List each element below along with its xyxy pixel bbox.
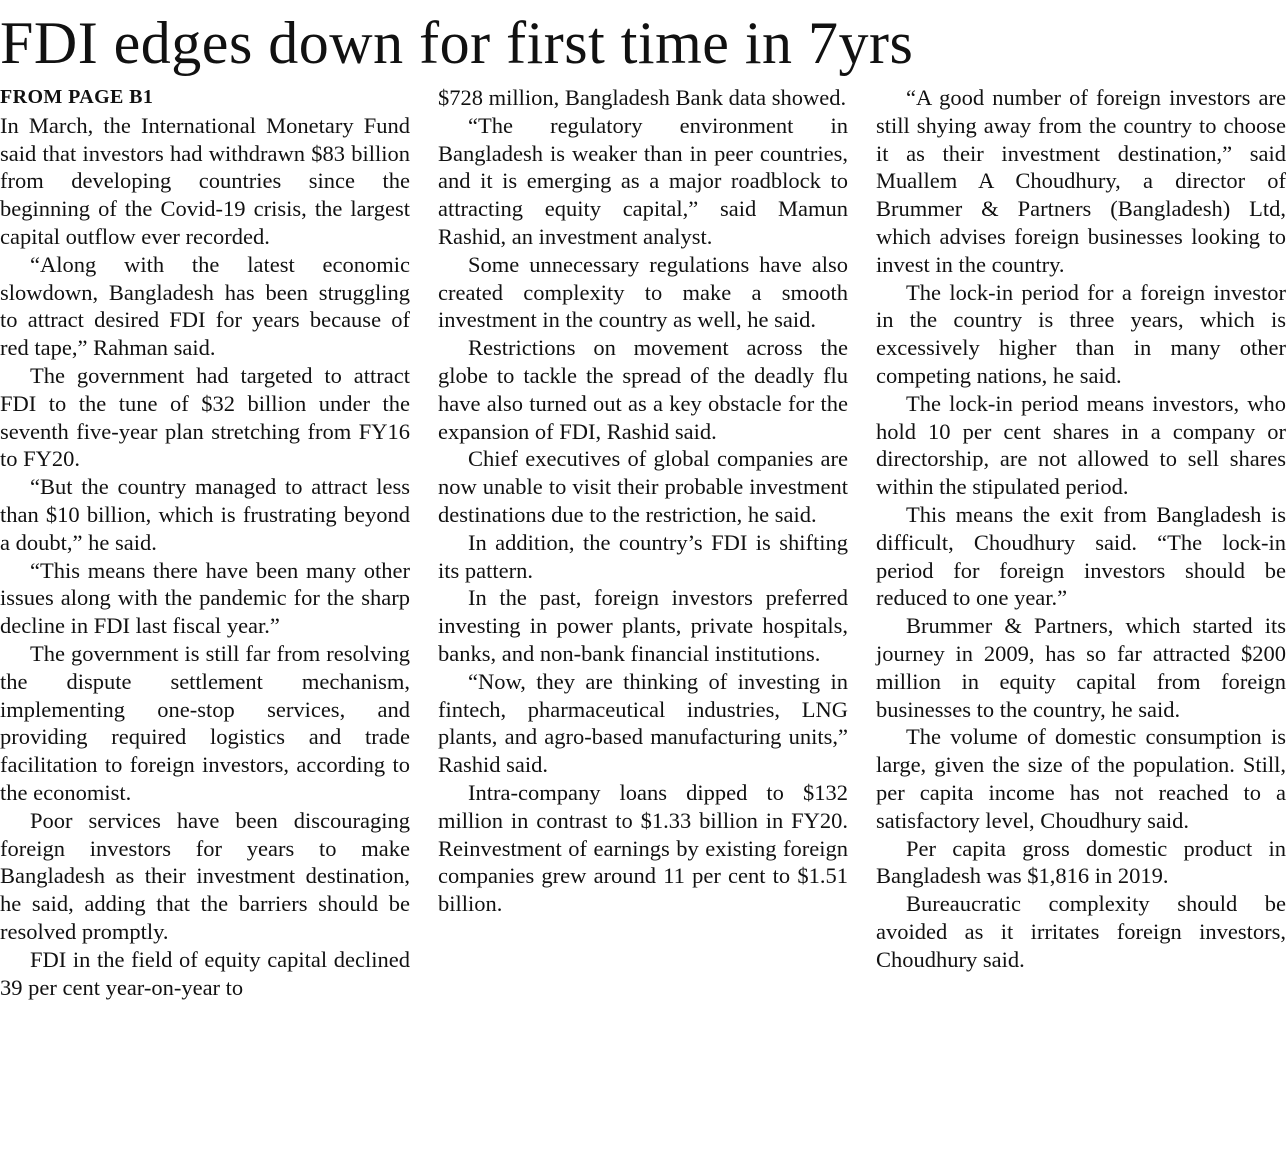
paragraph: The government had targeted to attract FDI to the tune of $32 billion under the seventh five-year plan stretching from FY16 to FY20. <box>0 362 410 472</box>
paragraph: Per capita gross domestic product in Bangladesh was $1,816 in 2019. <box>876 835 1286 889</box>
article-body <box>0 84 1286 1144</box>
paragraph: “But the country managed to attract less than $10 billion, which is frustrating beyond a doubt,” he said. <box>0 474 410 555</box>
paragraph: FDI in the field of equity capital declined 39 per cent year-on-year to <box>0 946 410 1000</box>
paragraph: “A good number of foreign investors are still shying away from the country to choose it as their investment destination,” said Muallem A Choudhury, a director of Brummer & Partners (Bangladesh) Ltd, which advises foreign businesses looking to invest in the country. <box>876 85 1286 277</box>
paragraph: Some unnecessary regulations have also created complexity to make a smooth investment in the country as well, he said. <box>438 251 848 333</box>
paragraph: In March, the International Monetary Fund said that investors had withdrawn $83 billion from developing countries since the beginning of the Covid-19 crisis, the largest capital outflow ever recorded. <box>0 112 410 249</box>
paragraph: Chief executives of global companies are now unable to visit their probable investment destinations due to the restriction, he said. <box>438 446 848 527</box>
paragraph: This means the exit from Bangladesh is difficult, Choudhury said. “The lock-in period for foreign investors should be reduced to one year.” <box>876 501 1286 611</box>
paragraph: “Now, they are thinking of investing in fintech, pharmaceutical industries, LNG plants, and agro-based manufacturing units,” Rashid said. <box>438 668 848 778</box>
article-headline: FDI edges down for first time in 7yrs <box>0 10 914 76</box>
continuation-kicker: FROM PAGE B1 <box>0 86 154 108</box>
paragraph: Restrictions on movement across the globe to tackle the spread of the deadly flu have also turned out as a key obstacle for the expansion of FDI, Rashid said. <box>438 335 848 444</box>
paragraph: The lock-in period means investors, who hold 10 per cent shares in a company or directorship, are not allowed to sell shares within the stipulated period. <box>876 390 1286 500</box>
paragraph: Bureaucratic complexity should be avoided as it irritates foreign investors, Choudhury said. <box>876 891 1286 972</box>
paragraph: Intra-company loans dipped to $132 million in contrast to $1.33 billion in FY20. Reinvestment of earnings by existing foreign companies grew around 11 per cent to $1.51 billion. <box>438 779 848 917</box>
paragraph: The lock-in period for a foreign investor in the country is three years, which is excessively higher than in many other competing nations, he said. <box>876 279 1286 388</box>
paragraph: In addition, the country’s FDI is shifting its pattern. <box>438 529 848 583</box>
paragraph: The government is still far from resolving the dispute settlement mechanism, implementing one-stop services, and providing required logistics and trade facilitation to foreign investors, according to the economist. <box>0 640 410 805</box>
paragraph: “Along with the latest economic slowdown, Bangladesh has been struggling to attract desired FDI for years because of red tape,” Rahman said. <box>0 251 410 361</box>
paragraph: “This means there have been many other issues along with the pandemic for the sharp decline in FDI last fiscal year.” <box>0 557 410 639</box>
paragraph: The volume of domestic consumption is large, given the size of the population. Still, per capita income has not reached to a satisfactory level, Choudhury said. <box>876 724 1286 833</box>
article-column-2 <box>438 84 848 918</box>
article-column-3 <box>876 84 1286 974</box>
paragraph: “The regulatory environment in Bangladesh is weaker than in peer countries, and it is emerging as a major roadblock to attracting equity capital,” said Mamun Rashid, an investment analyst. <box>438 112 848 249</box>
paragraph: $728 million, Bangladesh Bank data showed. <box>438 85 847 110</box>
paragraph: Brummer & Partners, which started its journey in 2009, has so far attracted $200 million in equity capital from foreign businesses to the country, he said. <box>876 613 1286 722</box>
article-column-1 <box>0 84 410 1001</box>
paragraph: In the past, foreign investors preferred investing in power plants, private hospitals, banks, and non-bank financial institutions. <box>438 585 848 666</box>
paragraph: Poor services have been discouraging foreign investors for years to make Bangladesh as their investment destination, he said, adding that the barriers should be resolved promptly. <box>0 807 410 944</box>
